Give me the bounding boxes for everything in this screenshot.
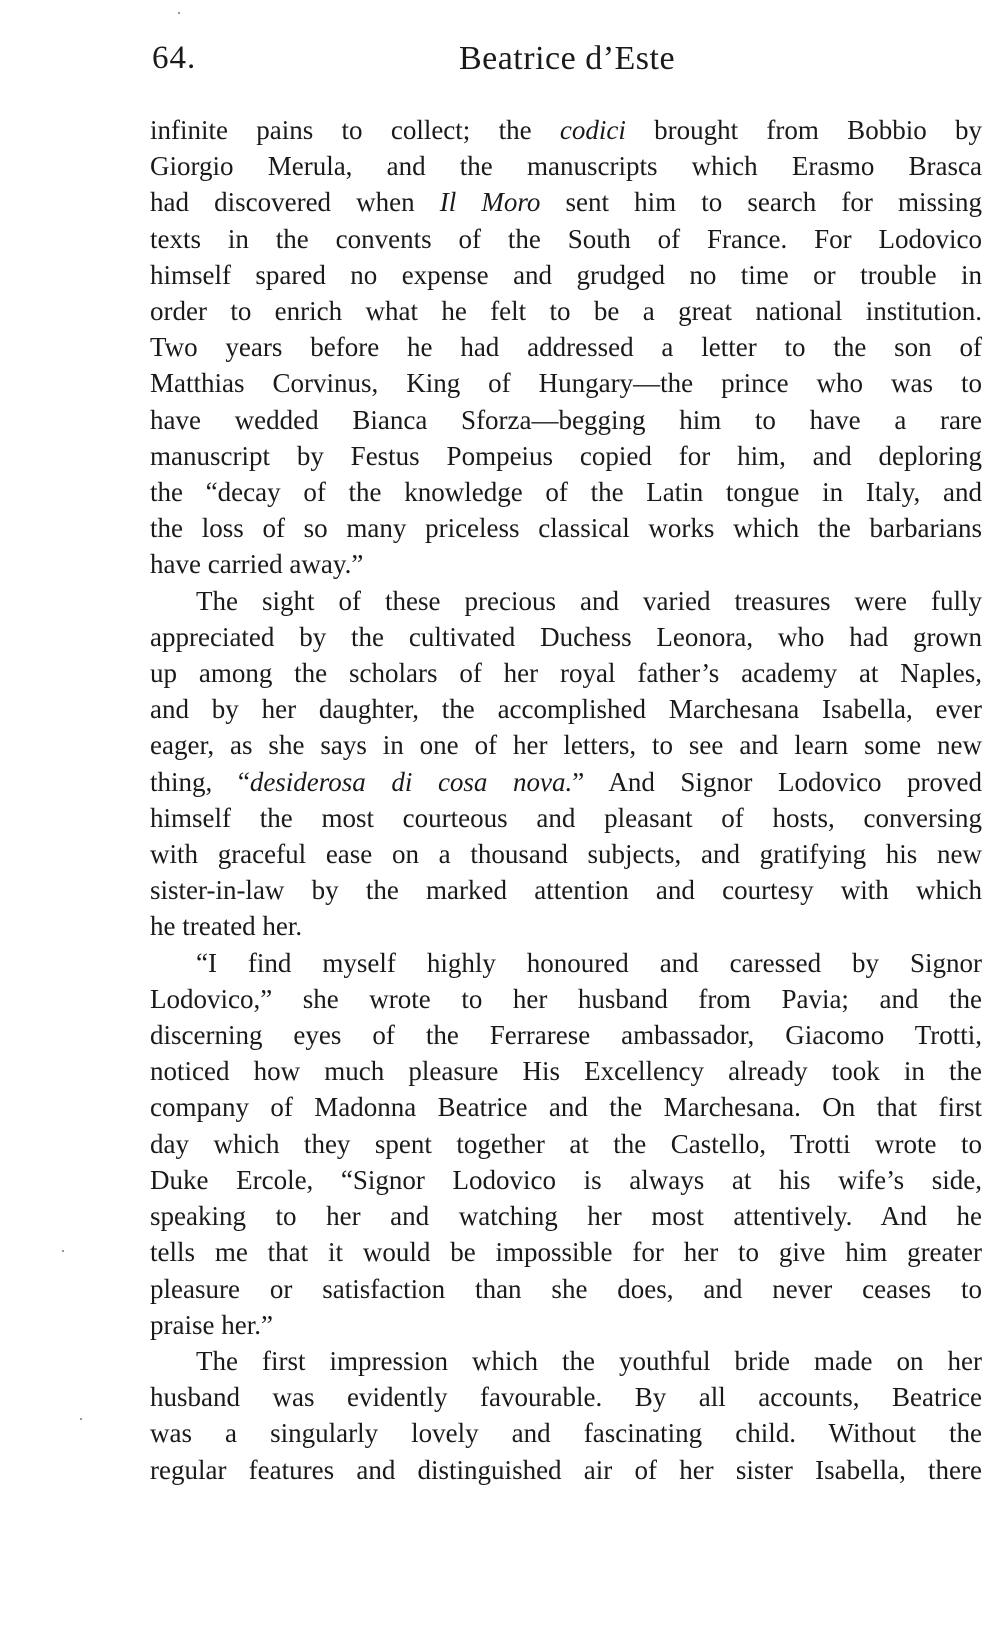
text-run: The first impression which the youthful bride made on her: [196, 1345, 982, 1376]
text-line: [150, 908, 982, 944]
text-line: [150, 1162, 982, 1198]
text-line: [150, 619, 982, 655]
text-run: Two years before he had addressed a letter to the son of: [150, 332, 982, 363]
text-run: himself the most courteous and pleasant of hosts, conversing: [150, 802, 982, 833]
paragraph: [150, 1343, 982, 1488]
text-run: sent him to search for missing: [540, 187, 982, 218]
text-line: [150, 1415, 982, 1451]
italic-text: Il Moro: [439, 187, 541, 218]
text-run: order to enrich what he felt to be a great national institution.: [150, 296, 982, 327]
text-run: ” And Signor Lodovico proved: [572, 766, 982, 797]
text-line: [150, 764, 982, 800]
text-line: [150, 221, 982, 257]
text-line: [150, 257, 982, 293]
text-line: [150, 184, 982, 220]
text-run: eager, as she says in one of her letters, to see and learn some new: [150, 730, 982, 761]
text-line: [150, 945, 982, 981]
text-line: [150, 402, 982, 438]
scan-speck: [62, 1250, 64, 1252]
page-number: 64.: [152, 40, 197, 76]
text-run: pleasure or satisfaction than she does, and never ceases to: [150, 1273, 982, 1304]
text-line: [150, 438, 982, 474]
italic-text: codici: [559, 115, 626, 145]
text-line: [150, 727, 982, 763]
text-run: praise her.”: [150, 1309, 273, 1340]
text-run: texts in the convents of the South of France. For Lodovico: [150, 223, 982, 254]
text-line: [150, 691, 982, 727]
text-run: Duke Ercole, “Signor Lodovico is always at his wife’s side,: [150, 1164, 982, 1195]
text-run: manuscript by Festus Pompeius copied for him, and deploring: [150, 440, 982, 471]
text-run: himself spared no expense and grudged no time or trouble in: [150, 259, 982, 290]
paragraph: [150, 112, 982, 583]
text-run: up among the scholars of her royal father’s academy at Naples,: [150, 658, 982, 689]
text-line: [150, 583, 982, 619]
text-run: Lodovico,” she wrote to her husband from Pavia; and the: [150, 983, 982, 1014]
text-run: day which they spent together at the Castello, Trotti wrote to: [150, 1128, 982, 1159]
scan-speck: [178, 12, 180, 14]
text-run: thing, “: [150, 766, 250, 797]
text-run: The sight of these precious and varied treasures were fully: [196, 585, 982, 616]
text-line: [150, 1379, 982, 1415]
text-run: had discovered when: [150, 187, 440, 218]
text-line: [150, 1053, 982, 1089]
body-text: [150, 112, 982, 1488]
text-run: noticed how much pleasure His Excellency already took in the: [150, 1056, 982, 1087]
text-run: tells me that it would be impossible for her to give him greater: [150, 1237, 982, 1268]
text-run: the loss of so many priceless classical works which the barbarians: [150, 513, 982, 544]
paragraph: [150, 583, 982, 945]
text-run: with graceful ease on a thousand subjects, and gratifying his new: [150, 839, 982, 870]
text-line: [150, 800, 982, 836]
text-line: [150, 510, 982, 546]
text-run: the “decay of the knowledge of the Latin tongue in Italy, and: [150, 477, 982, 508]
text-line: [150, 1234, 982, 1270]
text-run: discerning eyes of the Ferrarese ambassador, Giacomo Trotti,: [150, 1020, 982, 1051]
text-line: [150, 112, 982, 148]
text-run: brought from Bobbio by: [625, 115, 982, 145]
text-line: [150, 1089, 982, 1125]
text-run: Matthias Corvinus, King of Hungary—the prince who was to: [150, 368, 982, 399]
text-run: appreciated by the cultivated Duchess Leonora, who had grown: [150, 621, 982, 652]
text-run: have wedded Bianca Sforza—begging him to have a rare: [150, 404, 982, 435]
text-line: [150, 1307, 982, 1343]
text-line: [150, 329, 982, 365]
running-title: Beatrice d’Este: [458, 40, 676, 77]
text-line: [150, 981, 982, 1017]
text-line: [150, 1452, 982, 1488]
text-line: [150, 1198, 982, 1234]
text-line: [150, 546, 982, 582]
page-header: [152, 40, 982, 90]
text-run: “I find myself highly honoured and caressed by Signor: [196, 947, 982, 978]
text-run: have carried away.”: [150, 549, 364, 580]
text-line: [150, 1343, 982, 1379]
text-run: and by her daughter, the accomplished Marchesana Isabella, ever: [150, 694, 982, 725]
paragraph: [150, 945, 982, 1343]
text-run: regular features and distinguished air of her sister Isabella, there: [150, 1454, 982, 1485]
italic-text: desiderosa di cosa nova.: [249, 766, 573, 797]
text-line: [150, 365, 982, 401]
text-line: [150, 1271, 982, 1307]
text-run: company of Madonna Beatrice and the Marchesana. On that first: [150, 1092, 982, 1123]
text-run: Giorgio Merula, and the manuscripts which Erasmo Brasca: [150, 151, 982, 182]
text-run: husband was evidently favourable. By all accounts, Beatrice: [150, 1382, 982, 1413]
text-line: [150, 474, 982, 510]
text-line: [150, 1017, 982, 1053]
text-run: speaking to her and watching her most attentively. And he: [150, 1201, 982, 1232]
text-line: [150, 655, 982, 691]
text-line: [150, 293, 982, 329]
text-line: [150, 148, 982, 184]
text-run: sister-in-law by the marked attention and courtesy with which: [150, 875, 982, 906]
text-line: [150, 836, 982, 872]
text-run: infinite pains to collect; the: [150, 115, 560, 145]
text-line: [150, 872, 982, 908]
text-run: he treated her.: [150, 911, 303, 942]
text-run: was a singularly lovely and fascinating child. Without the: [150, 1418, 982, 1449]
scan-speck: [80, 1418, 82, 1420]
text-line: [150, 1126, 982, 1162]
